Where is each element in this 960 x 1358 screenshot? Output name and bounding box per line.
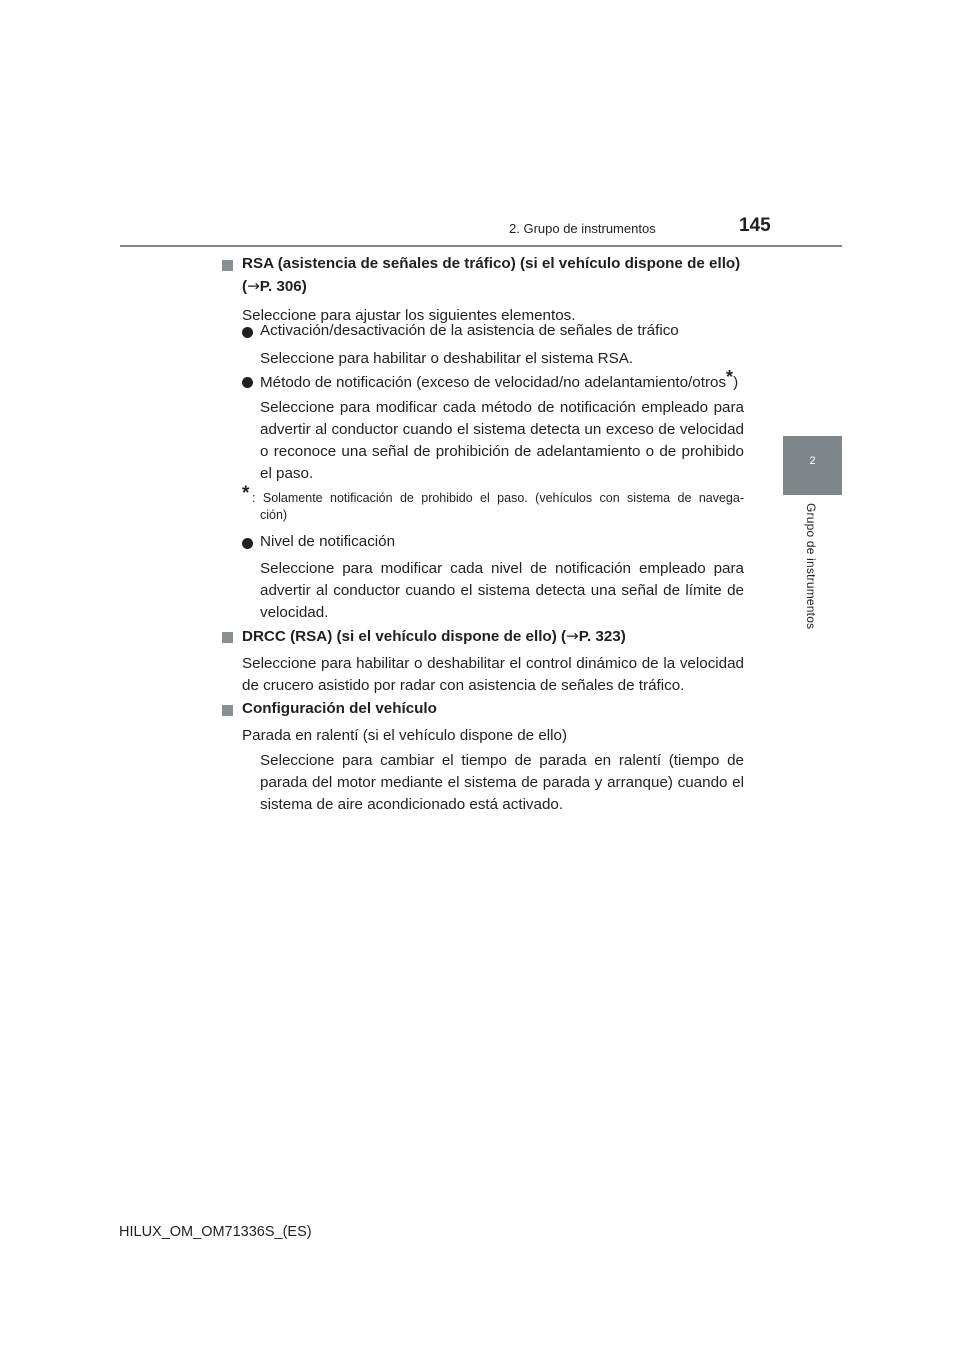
rsa-item3-desc-line2: advertir al conductor cuando el sistema detecta una señal de límite de (260, 582, 744, 599)
vehicle-heading: Configuración del vehículo (242, 700, 437, 717)
chapter-tab (783, 436, 842, 495)
drcc-heading (242, 625, 744, 649)
rsa-item2-title-text: Método de notificación (exceso de velocidad/no adelantamiento/otros (260, 374, 727, 391)
rsa-item2-title-close: ) (733, 374, 739, 391)
section-square-bullet (222, 632, 233, 643)
rsa-intro: Seleccione para ajustar los siguientes elementos. (242, 307, 576, 324)
page-number: 145 (739, 215, 771, 236)
rsa-item2-desc-line3: o reconoce una señal de prohibición de adelantamiento o de prohibido (260, 443, 744, 460)
rsa-item1-title: Activación/desactivación de la asistencia de señales de tráfico (260, 322, 679, 339)
header-divider (120, 245, 842, 247)
rsa-page-ref: P. 306) (259, 278, 307, 295)
asterisk-mark: * (726, 367, 734, 387)
drcc-page-ref: P. 323) (578, 628, 626, 645)
vehicle-sub: Parada en ralentí (si el vehículo dispone de ello) (242, 727, 568, 744)
rsa-heading-line2 (242, 275, 744, 299)
vehicle-desc-line2: parada del motor mediante el sistema de parada y arranque) cuando el (260, 774, 744, 791)
chapter-tab-number: 2 (809, 455, 816, 467)
arrow-icon: → (247, 277, 260, 295)
rsa-item3-title: Nivel de notificación (260, 533, 396, 550)
drcc-desc-line2: de crucero asistido por radar con asistencia de señales de tráfico. (242, 677, 685, 694)
arrow-icon: → (566, 627, 579, 645)
document-code: HILUX_OM_OM71336S_(ES) (119, 1224, 312, 1240)
rsa-item3-desc-line3: velocidad. (260, 604, 329, 621)
footnote-line1: : Solamente notificación de prohibido el paso. (vehículos con sistema de navega- (252, 491, 744, 505)
rsa-item2-title (260, 367, 750, 395)
drcc-heading-text: DRCC (RSA) (si el vehículo dispone de ello) ( (242, 628, 567, 645)
rsa-heading-line1: RSA (asistencia de señales de tráfico) (si el vehículo dispone de ello) (242, 255, 741, 272)
drcc-desc-line1: Seleccione para habilitar o deshabilitar el control dinámico de la velocidad (242, 655, 744, 672)
chapter-tab-label: Grupo de instrumentos (804, 503, 818, 630)
running-header-section: 2. Grupo de instrumentos (509, 221, 656, 236)
footnote-asterisk: * (242, 483, 250, 504)
rsa-item1-desc: Seleccione para habilitar o deshabilitar el sistema RSA. (260, 350, 634, 367)
rsa-item2-desc-line2: advertir al conductor cuando el sistema detecta un exceso de velocidad (260, 421, 744, 438)
rsa-item3-desc-line1: Seleccione para modificar cada nivel de notificación empleado para (260, 560, 744, 577)
bullet-dot (242, 377, 253, 388)
footnote-line2: ción) (260, 508, 288, 522)
bullet-dot (242, 538, 253, 549)
rsa-item2-desc-line4: el paso. (260, 465, 314, 482)
section-square-bullet (222, 705, 233, 716)
rsa-item2-desc-line1: Seleccione para modificar cada método de notificación empleado para (260, 399, 744, 416)
bullet-dot (242, 327, 253, 338)
vehicle-desc-line3: sistema de aire acondicionado está activado. (260, 796, 564, 813)
section-square-bullet (222, 260, 233, 271)
vehicle-desc-line1: Seleccione para cambiar el tiempo de parada en ralentí (tiempo de (260, 752, 744, 769)
rsa-heading-open: ( (242, 278, 248, 295)
